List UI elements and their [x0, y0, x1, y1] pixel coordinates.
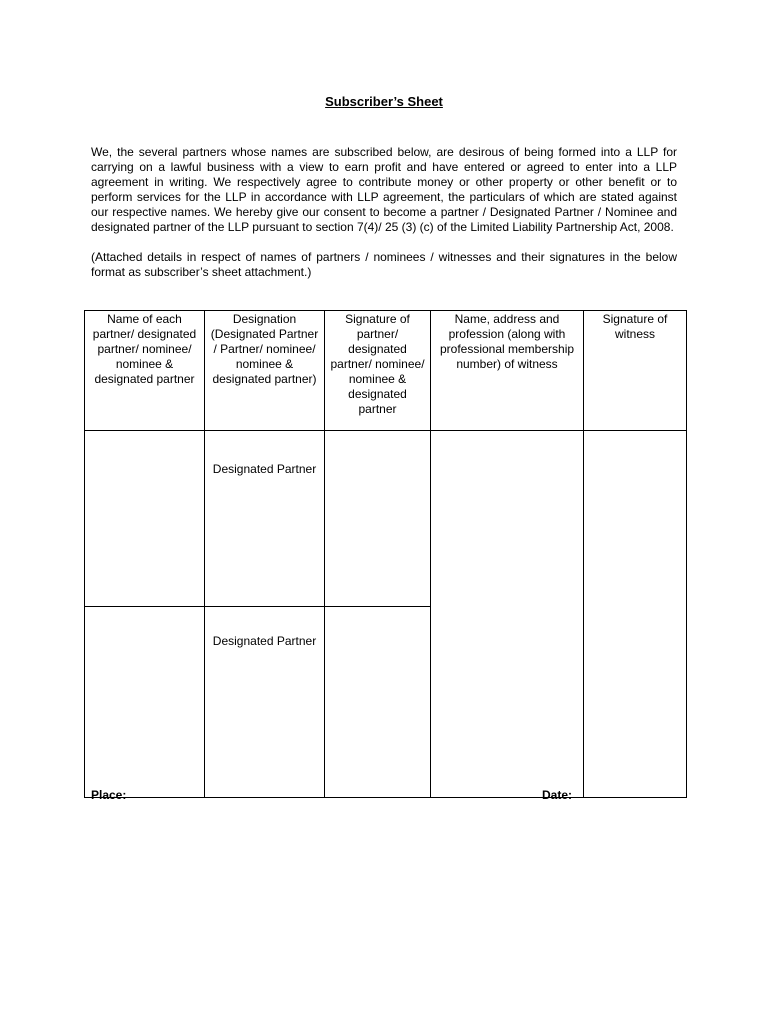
witness-signature-cell[interactable]: [584, 431, 687, 798]
designation-cell: Designated Partner: [205, 607, 325, 798]
intro-paragraph: We, the several partners whose names are subscribed below, are desirous of being formed into a LLP for carrying on a lawful business with a view to earn profit and have entered or agreed to enter into a LLP agreement in writing. We respectively agree to contribute money or other property or other benefit or to perform services for the LLP in accordance with LLP agreement, the particulars of which are stated against our respective names. We hereby give our consent to become a partner / Designated Partner / Nominee and designated partner of the LLP pursuant to section 7(4)/ 25 (3) (c) of the Limited Liability Partnership Act, 2008.: [91, 145, 677, 234]
table-header-row: [85, 311, 687, 431]
table-row: [85, 431, 687, 607]
header-witness-details: Name, address and profession (along with professional membership number) of witness: [431, 311, 584, 431]
header-signature: Signature of partner/ designated partner/ nominee/ nominee & designated partner: [325, 311, 431, 431]
designation-cell: Designated Partner: [205, 431, 325, 607]
header-name: Name of each partner/ designated partner/ nominee/ nominee & designated partner: [85, 311, 205, 431]
header-witness-signature: Signature of witness: [584, 311, 687, 431]
place-label: Place:: [91, 788, 127, 802]
name-cell[interactable]: [85, 431, 205, 607]
signature-cell[interactable]: [325, 607, 431, 798]
signature-cell[interactable]: [325, 431, 431, 607]
page-title: Subscriber’s Sheet: [325, 94, 443, 109]
date-label: Date:: [542, 788, 573, 802]
header-designation: Designation (Designated Partner / Partner/ nominee/ nominee & designated partner): [205, 311, 325, 431]
subscriber-table: [84, 310, 687, 798]
attachment-note: (Attached details in respect of names of partners / nominees / witnesses and their signatures in the below format as subscriber’s sheet attachment.): [91, 250, 677, 279]
name-cell[interactable]: [85, 607, 205, 798]
witness-details-cell[interactable]: [431, 431, 584, 798]
